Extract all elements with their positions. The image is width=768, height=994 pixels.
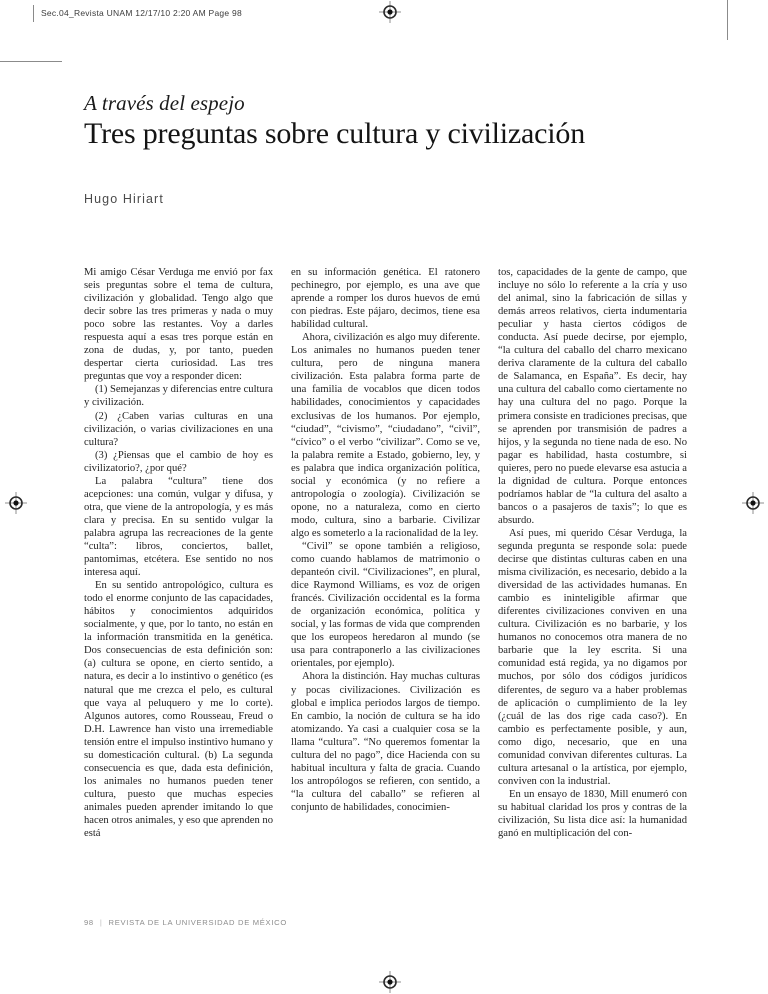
article-column-2 [291, 266, 480, 840]
folio-publication: REVISTA DE LA UNIVERSIDAD DE MÉXICO [108, 918, 287, 927]
paragraph: tos, capacidades de la gente de campo, que incluye no sólo lo referente a la cría y uso del animal, sino la fabricación de sillas y demás arreos relativos, cierta indumentaria peculiar y hasta ciertos códigos de conducta. Así puede decirse, por ejemplo, “la cultura del caballo del charro mexicano deriva claramente de la cultura del caballo de Salamanca, en España”. Es decir, hay una cultura del caballo como ciertamente no hay una cultura del no pago. Porque la primera consiste en tradiciones precisas, que se aprenden por transmisión de padres a hijos, y la segunda no tiene nada de eso. No pagar es habilidad, hasta costumbre, si quieres, pero no puede elevarse esa astucia a la dignidad de cultura. Porque entonces podríamos hablar de “la cultura del asalto a bancos o a pasajeros de taxis”; lo que es absurdo. [498, 267, 687, 526]
header-slug-rule [33, 5, 34, 22]
paragraph: En su sentido antropológico, cultura es todo el enorme conjunto de las capacidades, hábitos y conocimientos adquiridos socialmente, y que, por lo tanto, no están en la información transmitida en la genética. Dos consecuencias de esta definición son: (a) cultura se opone, en cierto sentido, a natura, es decir a lo instintivo o genético (es natural que me crezca el pelo, es cultural que vaya al peluquero y me lo corte). Algunos autores, como Rousseau, Freud o D.H. Lawrence han visto una irremediable tensión entre el impulso instintivo humano y su domesticación cultural. (b) La segunda consecuencia es que, dada esta definición, los animales no humanos pueden tener cultura, puesto que muchas especies animales pueden aprender imitando lo que hacen otros animales, y eso que aprenden no está [84, 580, 273, 840]
folio-separator: | [99, 918, 103, 927]
paragraph: (2) ¿Caben varias culturas en una civilización, o varias civilizaciones en una cultura? [84, 410, 273, 448]
paragraph: en su información genética. El ratonero pechinegro, por ejemplo, es una ave que aprende a romper los duros huevos de emú con piedras. Este pájaro, decimos, tiene esa habilidad cultural. [291, 267, 480, 331]
article-column-3 [498, 266, 687, 840]
folio-page-number: 98 [84, 918, 94, 927]
article-byline: Hugo Hiriart [84, 191, 164, 206]
page-title: Tres preguntas sobre cultura y civilización [84, 116, 585, 150]
registration-mark-bottom [379, 971, 401, 993]
paragraph: Mi amigo César Verduga me envió por fax seis preguntas sobre el tema de cultura, civilización y globalidad. Tengo algo que decir sobre las tres primeras y nada o muy poco sobre las restantes. Voy a darles respuesta aquí a esas tres porque están en zona de dudas, y, por tanto, pueden despertar cierta curiosidad. Las tres preguntas que voy a responder dicen: [84, 267, 273, 383]
article-header [84, 92, 688, 206]
paragraph: (3) ¿Piensas que el cambio de hoy es civilizatorio?, ¿por qué? [84, 449, 273, 474]
registration-mark-top-icon [379, 1, 401, 23]
paragraph: “Civil” se opone también a religioso, como cuando hablamos de matrimonio o depanteón civil. “Civilizaciones”, en plural, dice Raymond Williams, es voz de origen francés. Civilización occidental es la forma de organización económica, política y social, y las formas de vida que comprenden que los europeos heredaron al mundo (se usa para contraponerlo a las civilizaciones orientales, por ejemplo). [291, 540, 480, 670]
paragraph: (1) Semejanzas y diferencias entre cultura y civilización. [84, 384, 273, 409]
crop-mark-top-right-vertical [727, 0, 728, 40]
article-body-columns [84, 266, 688, 840]
registration-mark-right [742, 492, 764, 514]
header-slug [33, 4, 242, 22]
article-kicker: A través del espejo [84, 91, 245, 115]
registration-mark-bottom-icon [379, 971, 401, 993]
paragraph: Ahora, civilización es algo muy diferente. Los animales no humanos pueden tener cultura, pero de ninguna manera civilización. Esta palabra forma parte de una familia de vocablos que dicen todos habilidades, conocimientos y capacidades exclusivas de los humanos. Por ejemplo, “ciudad”, “civismo”, “ciudadano”, “civil”, “cívico” o el verbo “civilizar”. Como se ve, la palabra remite a Estado, gobierno, ley, y es palabra que indica organización política, social y económica (y no refiere a antropología o zoología). Civilización se opone, no a naturaleza, como en cierto modo, cultura, sino a barbarie. Civilizar algo es someterlo a la racionalidad de la ley. [291, 332, 480, 539]
paragraph: Así pues, mi querido César Verduga, la segunda pregunta se responde sola: puede decirse que distintas culturas caben en una misma civilización, es necesario, debido a la diversidad de las actividades humanas. En cambio es ininteligible afirmar que diferentes civilizaciones conviven en una cultura. Civilización es no barbarie, y los humanos no conocemos otra manera de no barbarie que la ley escrita. Si una comunidad está regida, ya no digamos por muchos, por sólo dos códigos jurídicos diferentes, de seguro va a haber problemas de aplicación o cumplimiento de la ley (¿cuál de las dos rige cada caso?). En cambio es perfectamente posible, y aun, como digo, necesario, que en una comunidad convivan diferentes culturas. La cultura artesanal o la artística, por ejemplo, conviven con la industrial. [498, 527, 687, 787]
article-column-1 [84, 266, 273, 840]
registration-mark-left [5, 492, 27, 514]
registration-mark-right-icon [742, 492, 764, 514]
folio [84, 918, 287, 927]
paragraph: En un ensayo de 1830, Mill enumeró con su habitual claridad los pros y contras de la civilización, Su lista dice así: la humanidad ganó en multiplicación del con- [498, 788, 687, 840]
header-slug-text: Sec.04_Revista UNAM 12/17/10 2:20 AM Page 98 [41, 8, 242, 18]
paragraph: La palabra “cultura” tiene dos acepciones: una común, vulgar y difusa, y otra, que viene de la antropología, y es más clara y precisa. En su sentido vulgar la palabra agrupa las recreaciones de la gente “culta”: libros, conciertos, ballet, pantomimas, etcétera. Ese sentido no nos interesa aquí. [84, 475, 273, 579]
registration-mark-left-icon [5, 492, 27, 514]
registration-mark-top [379, 1, 401, 23]
crop-mark-top-left-horizontal [0, 61, 62, 62]
paragraph: Ahora la distinción. Hay muchas culturas y pocas civilizaciones. Civilización es global e implica periodos largos de tiempo. En cambio, la noción de cultura se ha ido atomizando. Ya casi a cualquier cosa se la llama “cultura”. “No queremos fomentar la cultura del no pago”, dice Hacienda con su habitual incultura y falta de gracia. Cuando los antropólogos se refieren, con sentido, a “la cultura del caballo” se refieren al conjunto de habilidades, conocimien- [291, 671, 480, 813]
